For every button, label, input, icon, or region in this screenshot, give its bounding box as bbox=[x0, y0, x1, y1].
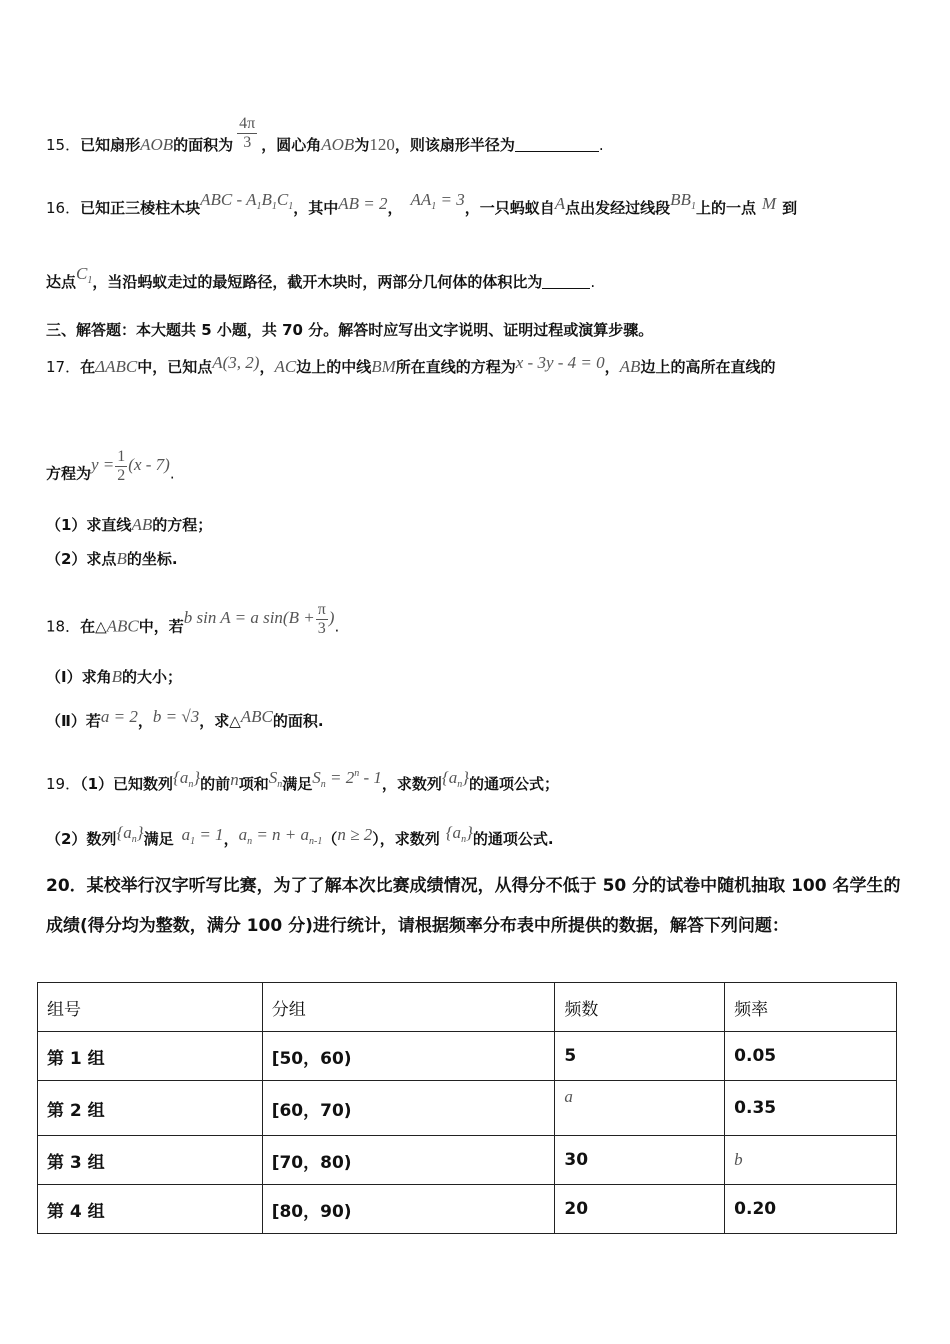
table-cell: 0.35 bbox=[725, 1081, 897, 1136]
q15-symbol-aob: AOB bbox=[140, 135, 174, 154]
table-var-a: a bbox=[564, 1087, 573, 1106]
q17-text-2: 中，已知点 bbox=[137, 358, 213, 376]
q19-seq-an-2: $\{a_n\}$ bbox=[441, 768, 470, 790]
q17-l2-text: 方程为 bbox=[46, 464, 92, 483]
q17-p1-ab: AB bbox=[131, 515, 153, 534]
q18-text-2: 中，若 bbox=[138, 617, 184, 636]
q15-text-2: 的面积为 bbox=[173, 136, 234, 154]
q16-aa-sub: 1 bbox=[431, 201, 437, 212]
table-cell bbox=[725, 1136, 897, 1185]
q17-y: y = bbox=[91, 455, 115, 475]
q19-rec-a: a bbox=[238, 825, 248, 844]
q16-c1-sub: 1 bbox=[87, 275, 93, 286]
q18-frac-den: 3 bbox=[317, 620, 326, 637]
q15-frac-num: 4π bbox=[239, 115, 256, 132]
q16-text-2: ，其中 bbox=[293, 199, 339, 217]
q19-rec-sub-n: n bbox=[247, 836, 253, 847]
q17-text-3: ， bbox=[259, 358, 275, 376]
q19-p2-text-2: 满足 bbox=[143, 830, 174, 848]
q19-line-2 bbox=[46, 823, 554, 856]
q16-text-1: 已知正三棱柱木块 bbox=[80, 199, 201, 217]
table-cell bbox=[555, 1081, 725, 1136]
q19-p2-seq2-sub: n bbox=[461, 834, 467, 845]
q18-eq-right: ) bbox=[328, 608, 335, 628]
q19-text-3: 项和 bbox=[238, 775, 269, 793]
q18-p2-text-2: ，求△ bbox=[199, 712, 241, 730]
q17-frac-num: 1 bbox=[117, 448, 126, 465]
q19-cond-open: （ bbox=[322, 830, 338, 848]
q16-sub-3: 1 bbox=[288, 201, 294, 212]
table-cell: 第 2 组 bbox=[38, 1081, 263, 1136]
q19-number: 19． bbox=[46, 775, 81, 793]
q16-number: 16． bbox=[46, 199, 81, 217]
q16-sub-1: 1 bbox=[256, 201, 262, 212]
q15-text-1: 已知扇形 bbox=[80, 136, 141, 154]
q19-p2-seq: $\{a_n\}$ bbox=[116, 823, 144, 845]
q15-symbol-aob-2: AOB bbox=[321, 135, 355, 154]
table-var-b: b bbox=[734, 1150, 743, 1169]
q19-text-2: 的前 bbox=[200, 775, 231, 793]
q19-sn-text: S bbox=[268, 768, 278, 787]
q18-p1-text-1: （Ⅰ）求角 bbox=[46, 668, 112, 686]
q16-m: M bbox=[761, 194, 777, 213]
q19-sn-equation: $S_n = 2^n - 1$ bbox=[312, 768, 382, 790]
q17-bm: BM bbox=[371, 357, 396, 376]
q16-c1 bbox=[76, 264, 93, 286]
q16-ab: AB = 2 bbox=[338, 194, 388, 213]
q19-p2-text-3: 的通项公式. bbox=[472, 830, 554, 848]
q18-frac-num: π bbox=[317, 601, 326, 618]
q18-p2-comma: ， bbox=[137, 712, 153, 730]
q17-text-7: 边上的高所在直线的 bbox=[640, 358, 776, 376]
q16-answer-blank bbox=[542, 288, 590, 289]
q17-eq-2 bbox=[91, 448, 170, 484]
q17-end: . bbox=[169, 464, 175, 483]
q19-rec-sub-n1: n-1 bbox=[309, 836, 323, 847]
q16-c1-text: C bbox=[76, 264, 88, 283]
table-row bbox=[38, 1081, 897, 1136]
q17-ab: AB bbox=[619, 357, 641, 376]
q17-text-5: 所在直线的方程为 bbox=[395, 358, 516, 376]
q19-cond: n ≥ 2 bbox=[337, 825, 373, 844]
table-cell: [60，70) bbox=[262, 1081, 555, 1136]
q15-angle: 120 bbox=[369, 135, 395, 154]
q17-eq-1: x - 3y - 4 = 0 bbox=[515, 353, 605, 372]
q15-frac-den: 3 bbox=[243, 134, 252, 151]
q17-fraction bbox=[115, 448, 127, 485]
table-header-row bbox=[38, 983, 897, 1032]
q17-p2-text-2: 的坐标. bbox=[126, 550, 178, 568]
q16-text-4: ，一只蚂蚁自 bbox=[464, 199, 555, 217]
q15-answer-blank bbox=[515, 151, 599, 152]
q19-an2-sub: n bbox=[457, 779, 463, 790]
q16-l2-text-1: 达点 bbox=[46, 273, 77, 291]
q16-a: A bbox=[554, 194, 566, 213]
table-cell: [70，80) bbox=[262, 1136, 555, 1185]
q17-frac-den: 2 bbox=[117, 467, 126, 484]
q18-p2-abc: ABC bbox=[240, 707, 273, 726]
q17-text-4: 边上的中线 bbox=[296, 358, 372, 376]
q16-line-1 bbox=[46, 190, 798, 225]
q17-triangle: ΔABC bbox=[95, 357, 138, 376]
q19-sn bbox=[268, 768, 283, 790]
q17-part-2 bbox=[46, 549, 178, 569]
table-cell: 0.20 bbox=[725, 1185, 897, 1234]
table-header: 分组 bbox=[262, 983, 555, 1032]
q19-sn-sup: n bbox=[354, 768, 360, 779]
q18-eq-left: b sin A = a sin(B + bbox=[183, 608, 315, 628]
q18-end: . bbox=[334, 617, 340, 636]
q19-text-4: 满足 bbox=[282, 775, 313, 793]
q15-end: . bbox=[598, 136, 604, 154]
q19-an-close: } bbox=[193, 768, 201, 787]
table-cell: 30 bbox=[555, 1136, 725, 1185]
q19-a1 bbox=[181, 825, 224, 847]
q18-part-1 bbox=[46, 667, 182, 687]
q19-text-6: 的通项公式； bbox=[469, 775, 560, 793]
q17-p2-text-1: （2）求点 bbox=[46, 550, 117, 568]
table-row bbox=[38, 1185, 897, 1234]
q19-recurrence bbox=[238, 825, 323, 847]
q19-text-1: （1）已知数列 bbox=[80, 775, 174, 793]
q17-eq2-rest: (x - 7) bbox=[128, 455, 170, 475]
q18-p2-eq-1: a = 2 bbox=[100, 707, 138, 726]
q19-a1-sub: 1 bbox=[190, 836, 196, 847]
q19-a1-text: a bbox=[181, 825, 191, 844]
q19-p2-comma: ， bbox=[223, 830, 239, 848]
q19-sn-eq: = 2 bbox=[329, 768, 355, 787]
q19-p2-seq-sub: n bbox=[131, 834, 137, 845]
q18-equation bbox=[183, 601, 335, 637]
q19-n: n bbox=[230, 770, 239, 789]
q15-text-5: ，则该扇形半径为 bbox=[394, 136, 515, 154]
q16-aa-text: AA bbox=[410, 190, 432, 209]
q17-number: 17． bbox=[46, 358, 81, 376]
q16-text-7: 到 bbox=[782, 199, 798, 217]
q15-text-4: 为 bbox=[354, 136, 370, 154]
table-header: 频数 bbox=[555, 983, 725, 1032]
q16-end: . bbox=[590, 273, 596, 291]
table-header: 组号 bbox=[38, 983, 263, 1032]
table-cell: 第 3 组 bbox=[38, 1136, 263, 1185]
q16-aa bbox=[410, 190, 465, 212]
q19-p2-text-1: （2）数列 bbox=[46, 830, 117, 848]
section-3-heading: 三、解答题：本大题共 5 小题，共 70 分。解答时应写出文字说明、证明过程或演算步骤。 bbox=[46, 321, 654, 339]
q19-p2-seq-2: $\{a_n\}$ bbox=[445, 823, 473, 845]
q19-line-1 bbox=[46, 770, 559, 801]
q18-p1-b: B bbox=[111, 667, 122, 686]
q15-number: 15． bbox=[46, 136, 81, 154]
q19-cond-close: ），求数列 bbox=[372, 830, 440, 848]
q16-prism: ABC - $A_1B_1C_1$ bbox=[200, 190, 294, 212]
q16-bb-text: BB bbox=[670, 190, 691, 209]
q17-p1-text-1: （1）求直线 bbox=[46, 516, 132, 534]
table-cell: [50，60) bbox=[262, 1032, 555, 1081]
table-cell: 5 bbox=[555, 1032, 725, 1081]
q17-p1-text-2: 的方程； bbox=[152, 516, 213, 534]
q17-part-1 bbox=[46, 515, 212, 535]
table-cell: 第 4 组 bbox=[38, 1185, 263, 1234]
q18-part-2 bbox=[46, 707, 324, 731]
q17-line-1 bbox=[46, 353, 776, 377]
table-row bbox=[38, 1136, 897, 1185]
q18-fraction bbox=[316, 601, 328, 638]
q18-abc: ABC bbox=[106, 616, 139, 636]
q18-line-1 bbox=[46, 601, 340, 646]
q15-text-3: ，圆心角 bbox=[261, 136, 322, 154]
frequency-table bbox=[37, 982, 897, 1234]
table-row bbox=[38, 1032, 897, 1081]
q18-p2-text-1: （Ⅱ）若 bbox=[46, 712, 101, 730]
q16-prism-text: ABC - A bbox=[200, 190, 257, 209]
table-cell: 20 bbox=[555, 1185, 725, 1234]
q19-sn-eq-sub: n bbox=[320, 779, 326, 790]
table-header: 频率 bbox=[725, 983, 897, 1032]
q19-text-5: ，求数列 bbox=[381, 775, 442, 793]
table-cell: 0.05 bbox=[725, 1032, 897, 1081]
q17-ac: AC bbox=[274, 357, 297, 376]
q19-sn-eq-2: - 1 bbox=[359, 768, 382, 787]
q16-text-3: ， bbox=[387, 199, 403, 217]
q16-bb bbox=[670, 190, 696, 212]
table-cell: [80，90) bbox=[262, 1185, 555, 1234]
q18-p1-text-2: 的大小； bbox=[121, 668, 182, 686]
q19-rec-rest: = n + a bbox=[252, 825, 310, 844]
q16-text-5: 点出发经过线段 bbox=[565, 199, 671, 217]
q17-text-6: ， bbox=[604, 358, 620, 376]
q18-p2-eq-2: b = √3 bbox=[152, 707, 200, 726]
q19-seq-an bbox=[173, 768, 201, 790]
q19-sn-sub: n bbox=[277, 779, 283, 790]
q20-text: 20．某校举行汉字听写比赛，为了了解本次比赛成绩情况，从得分不低于 50 分的试卷中随机抽取 100 名学生的成绩(得分均为整数，满分 100 分)进行统计，请根据频率分布表中所提供的数据，解答下列问题： bbox=[46, 876, 901, 936]
q16-l2-text-2: ，当沿蚂蚁走过的最短路径，截开木块时，两部分几何体的体积比为 bbox=[92, 273, 543, 291]
q16-aa-val: = 3 bbox=[436, 190, 465, 209]
q16-text-6: 上的一点 bbox=[695, 199, 756, 217]
q19-a1-val: = 1 bbox=[195, 825, 224, 844]
q18-p2-text-3: 的面积. bbox=[272, 712, 324, 730]
table-cell: 第 1 组 bbox=[38, 1032, 263, 1081]
q17-text-1: 在 bbox=[80, 358, 96, 376]
q19-an-open: {a bbox=[173, 768, 189, 787]
q19-an-sub: n bbox=[188, 779, 194, 790]
q16-sub-2: 1 bbox=[271, 201, 277, 212]
q18-number: 18． bbox=[46, 617, 81, 636]
q16-bb-sub: 1 bbox=[690, 201, 696, 212]
q15-fraction bbox=[237, 115, 257, 152]
q17-line-2 bbox=[46, 448, 175, 493]
q16-line-2 bbox=[46, 264, 596, 299]
q18-text-1: 在△ bbox=[80, 617, 107, 636]
q17-point-a: A(3, 2) bbox=[212, 353, 260, 372]
q17-p2-b: B bbox=[116, 549, 127, 568]
